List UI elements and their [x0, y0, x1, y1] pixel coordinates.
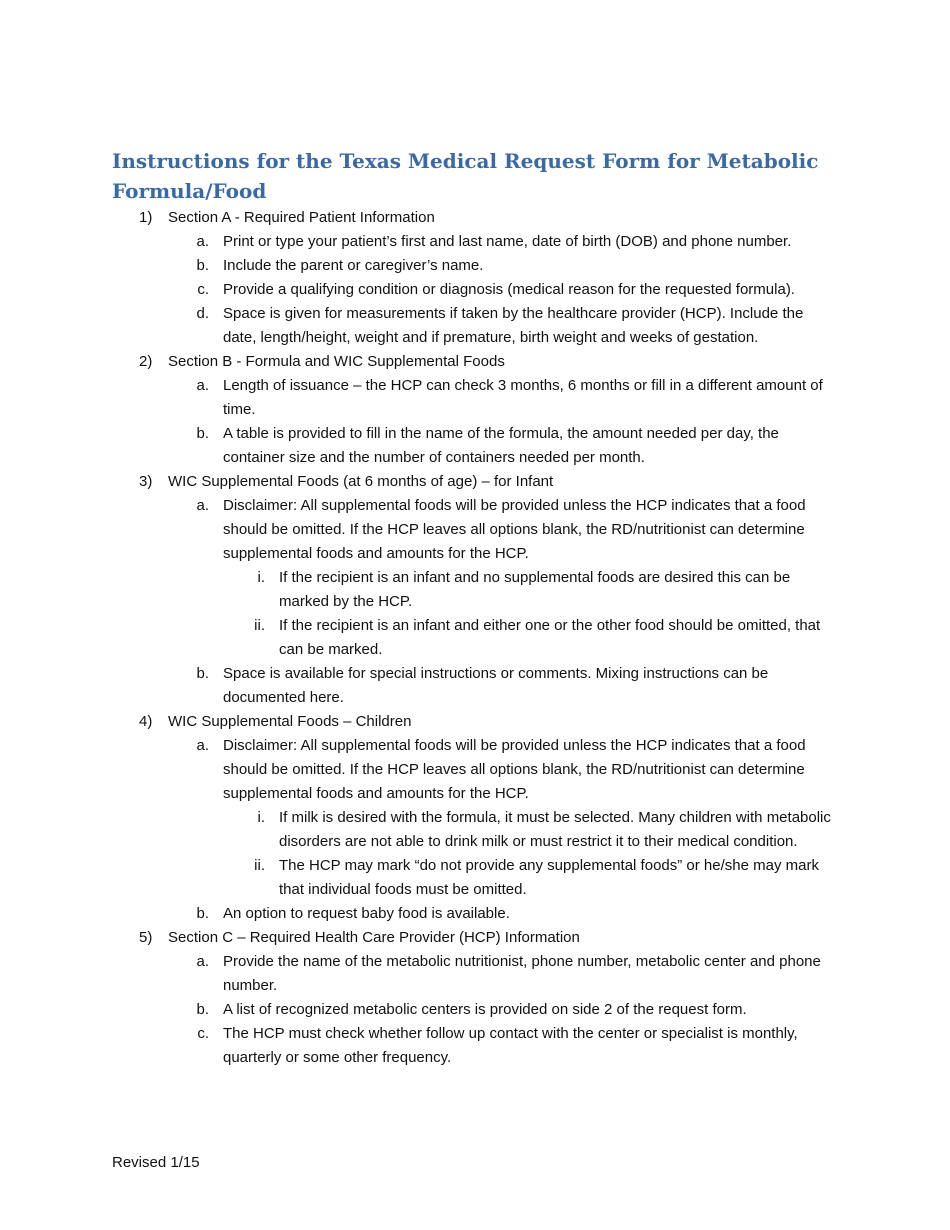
- list-item: [0, 1022, 950, 1070]
- list-item-text: Space is available for special instructions or comments. Mixing instructions can be documented here.: [223, 665, 769, 706]
- list-letter: a.: [196, 953, 209, 970]
- section-title: WIC Supplemental Foods (at 6 months of age) – for Infant: [168, 473, 554, 490]
- list-item-text: Include the parent or caregiver’s name.: [223, 257, 484, 274]
- list-roman: ii.: [254, 617, 265, 634]
- section-title: Section A - Required Patient Information: [168, 209, 435, 226]
- list-number: 4): [139, 713, 153, 730]
- list-item: [0, 374, 950, 422]
- sub-list-item-text: If the recipient is an infant and either one or the other food should be omitted, that can be marked.: [279, 617, 821, 658]
- list-item: [0, 278, 950, 302]
- list-item-text: An option to request baby food is available.: [223, 905, 510, 922]
- section-a-heading: [0, 206, 950, 230]
- list-letter: b.: [196, 1001, 209, 1018]
- list-item: [0, 662, 950, 710]
- list-item: [0, 902, 950, 926]
- section-b-heading: [0, 350, 950, 374]
- list-item: [0, 422, 950, 470]
- list-letter: b.: [196, 905, 209, 922]
- list-item-text: Disclaimer: All supplemental foods will be provided unless the HCP indicates that a food should be omitted. If the HCP leaves all options blank, the RD/nutritionist can determine supplemental foods and amounts for the HCP.: [223, 737, 806, 802]
- list-letter: c.: [197, 281, 209, 298]
- list-letter: d.: [196, 305, 209, 322]
- list-item: [0, 302, 950, 350]
- list-number: 3): [139, 473, 153, 490]
- list-number: 5): [139, 929, 153, 946]
- list-item-text: Provide the name of the metabolic nutritionist, phone number, metabolic center and phone number.: [223, 953, 821, 994]
- list-item: [0, 998, 950, 1022]
- list-letter: b.: [196, 665, 209, 682]
- list-roman: ii.: [254, 857, 265, 874]
- section-title: WIC Supplemental Foods – Children: [168, 713, 412, 730]
- list-item: [0, 494, 950, 566]
- list-item-text: The HCP must check whether follow up contact with the center or specialist is monthly, quarterly or some other frequency.: [223, 1025, 798, 1066]
- sub-list-item-text: If the recipient is an infant and no supplemental foods are desired this can be marked by the HCP.: [279, 569, 791, 610]
- children-foods-heading: [0, 710, 950, 734]
- list-item-text: Space is given for measurements if taken by the healthcare provider (HCP). Include the date, length/height, weight and if premature, birth weight and weeks of gestation.: [223, 305, 804, 346]
- list-letter: c.: [197, 1025, 209, 1042]
- sub-list-item-text: The HCP may mark “do not provide any supplemental foods” or he/she may mark that individual foods must be omitted.: [279, 857, 819, 898]
- sub-list-item: [0, 566, 950, 614]
- list-item-text: A table is provided to fill in the name of the formula, the amount needed per day, the container size and the number of containers needed per month.: [223, 425, 779, 466]
- list-roman: i.: [257, 569, 265, 586]
- infant-foods-heading: [0, 470, 950, 494]
- list-letter: a.: [196, 737, 209, 754]
- list-item-text: Disclaimer: All supplemental foods will be provided unless the HCP indicates that a food should be omitted. If the HCP leaves all options blank, the RD/nutritionist can determine supplemental foods and amounts for the HCP.: [223, 497, 806, 562]
- sub-list-item: [0, 806, 950, 854]
- list-number: 2): [139, 353, 153, 370]
- list-item-text: Length of issuance – the HCP can check 3 months, 6 months or fill in a different amount of time.: [223, 377, 823, 418]
- sub-list-item-text: If milk is desired with the formula, it must be selected. Many children with metabolic disorders are not able to drink milk or must restrict it to their medical condition.: [279, 809, 831, 850]
- section-title: Section C – Required Health Care Provider (HCP) Information: [168, 929, 580, 946]
- list-roman: i.: [257, 809, 265, 826]
- section-title: Section B - Formula and WIC Supplemental Foods: [168, 353, 505, 370]
- list-item-text: A list of recognized metabolic centers is provided on side 2 of the request form.: [223, 1001, 747, 1018]
- instruction-list: [0, 206, 950, 1070]
- revision-footer: Revised 1/15: [112, 1154, 200, 1171]
- list-number: 1): [139, 209, 153, 226]
- list-item-text: Provide a qualifying condition or diagnosis (medical reason for the requested formula).: [223, 281, 795, 298]
- list-letter: b.: [196, 257, 209, 274]
- list-item: [0, 734, 950, 806]
- list-letter: a.: [196, 377, 209, 394]
- sub-list-item: [0, 854, 950, 902]
- list-letter: a.: [196, 233, 209, 250]
- list-item: [0, 254, 950, 278]
- list-letter: b.: [196, 425, 209, 442]
- list-letter: a.: [196, 497, 209, 514]
- list-item: [0, 950, 950, 998]
- list-item: [0, 230, 950, 254]
- page-title: Instructions for the Texas Medical Request Form for Metabolic Formula/Food: [112, 149, 819, 203]
- section-c-heading: [0, 926, 950, 950]
- list-item-text: Print or type your patient’s first and last name, date of birth (DOB) and phone number.: [223, 233, 792, 250]
- sub-list-item: [0, 614, 950, 662]
